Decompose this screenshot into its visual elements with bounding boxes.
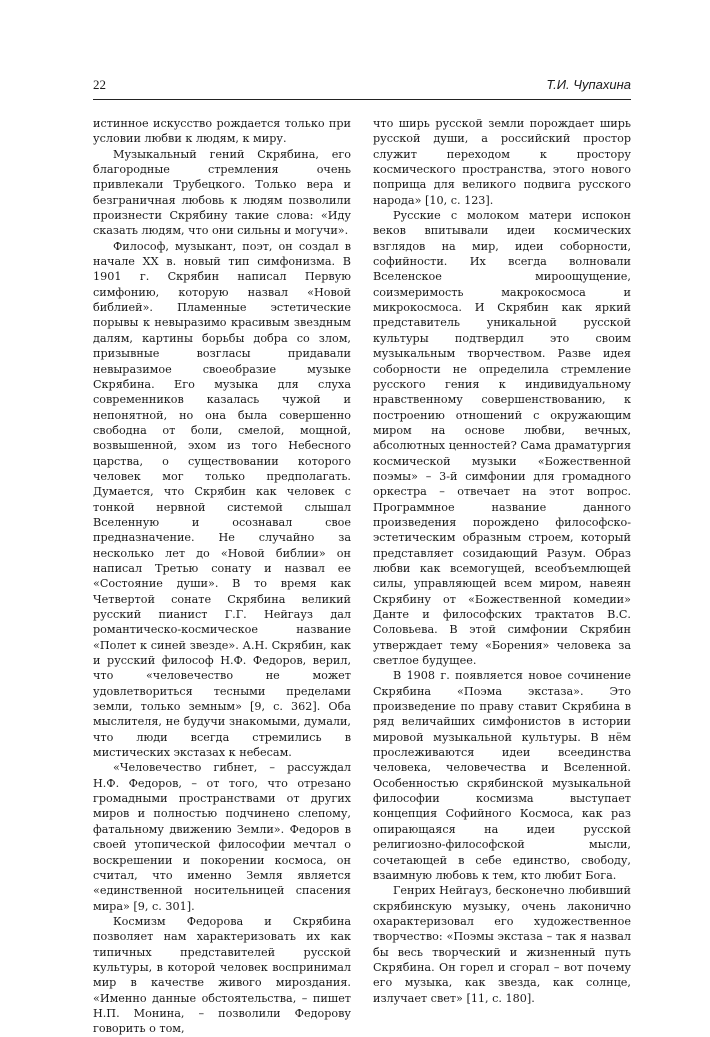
running-head-author: Т.И. Чупахина — [546, 77, 631, 92]
paragraph: В 1908 г. появляется новое сочинение Скрябина «Поэма экстаза». Это произведение по праву ставит Скрябина в ряд величайших симфонистов в истории мировой музыкальной культуры. В нём прослеживаются идеи всеединства человека, человечества и Вселенной. Особенностью скрябинской музыкальной философии космизма выступает концепция Софийного Космоса, как раз опирающаяся на идеи русской религиозно-философской мысли, сочетающей в себе единство, свободу, взаимную любовь к тем, кто любит Бога. — [373, 669, 631, 882]
paragraph: Музыкальный гений Скрябина, его благородные стремления очень привлекали Трубецкого. Только вера и безграничная любовь к людям позволили произнести Скрябину такие слова: «Иду сказать людям, что они сильны и могучи». — [93, 147, 351, 238]
page-header — [93, 77, 631, 95]
paragraph: «Человечество гибнет, – рассуждал Н.Ф. Федоров, – от того, что отрезано громадными пространствами от других миров и полностью подчинено слепому, фатальному движению Земли». Федоров в своей утопической философии мечтал о воскрешении и покорении космоса, он считал, что именно Земля является «единственной носительницей спасения мира» [9, с. 301]. — [93, 761, 351, 913]
paragraph: истинное искусство рождается только при условии любви к людям, к миру. — [93, 117, 351, 146]
right-column — [373, 116, 631, 1006]
paragraph: Философ, музыкант, поэт, он создал в начале XX в. новый тип симфонизма. В 1901 г. Скрябин написал Первую симфонию, которую назвал «Новой библией». Пламенные эстетические порывы к невыразимо красивым звездным далям, картины борьбы добра со злом, призывные возгласы придавали невыразимое своеобразие музыке Скрябина. Его музыка для слуха современников казалась чужой и непонятной, но она была совершенно свободна от боли, смелой, мощной, возвышенной, эхом из того Небесного царства, о существовании которого человек мог только предполагать. Думается, что Скрябин как человек с тонкой нервной системой слышал Вселенную и осознавал свое предназначение. Не случайно за несколько лет до «Новой библии» он написал Третью сонату и назвал ее «Состояние души». В то время как Четвертой сонате Скрябина великий русский пианист Г.Г. Нейгауз дал романтическо-космическое название «Полет к синей звезде». А.Н. Скрябин, как и русский философ Н.Ф. Федоров, верил, что «человечество не может удовлетвориться тесными пределами земли, только земным» [9, с. 362]. Оба мыслителя, не будучи знакомыми, думали, что люди всегда стремились в мистических экстазах к небесам. — [93, 239, 351, 760]
header-rule — [93, 99, 631, 100]
paragraph: Космизм Федорова и Скрябина позволяет нам характеризовать их как типичных представителей русской культуры, в которой человек воспринимал мир в качестве живого мироздания. «Именно данные обстоятельства, – пишет Н.П. Монина, – позволили Федорову говорить о том, — [93, 914, 351, 1036]
paragraph: что ширь русской земли порождает ширь русской души, а российский простор служит переходом к простору космического пространства, этого нового поприща для великого подвига русского народа» [10, с. 123]. — [373, 117, 631, 207]
paragraph: Русские с молоком матери испокон веков впитывали идеи космических взглядов на мир, идеи соборности, софийности. Их всегда волновали Вселенское мироощущение, соизмеримость макрокосмоса и микрокосмоса. И Скрябин как яркий представитель уникальной русской культуры подтвердил это своим музыкальным творчеством. Разве идея соборности не определила стремление русского гения к индивидуальному нравственному совершенствованию, к построению отношений с окружающим миром на основе любви, вечных, абсолютных ценностей? Сама драматургия космической музыки «Божественной поэмы» – 3-й симфонии для громадного оркестра – отвечает на этот вопрос. Программное название данного произведения порождено философско-эстетическим образным строем, который представляет созидающий Разум. Образ любви как всемогущей, всеобъемлющей силы, управляющей всем миром, навеян Скрябину от «Божественной комедии» Данте и философских трактатов В.С. Соловьева. В этой симфонии Скрябин утверждает тему «Борения» человека за светлое будущее. — [373, 209, 631, 668]
left-column — [93, 116, 351, 1037]
paragraph: Генрих Нейгауз, бесконечно любивший скрябинскую музыку, очень лаконично охарактеризовал его художественное творчество: «Поэмы экстаза – так я назвал бы весь творческий и жизненный путь Скрябина. Он горел и сгорал – вот почему его музыка, как звезда, как солнце, излучает свет» [11, с. 180]. — [373, 884, 631, 1005]
page-number: 22 — [93, 77, 106, 92]
